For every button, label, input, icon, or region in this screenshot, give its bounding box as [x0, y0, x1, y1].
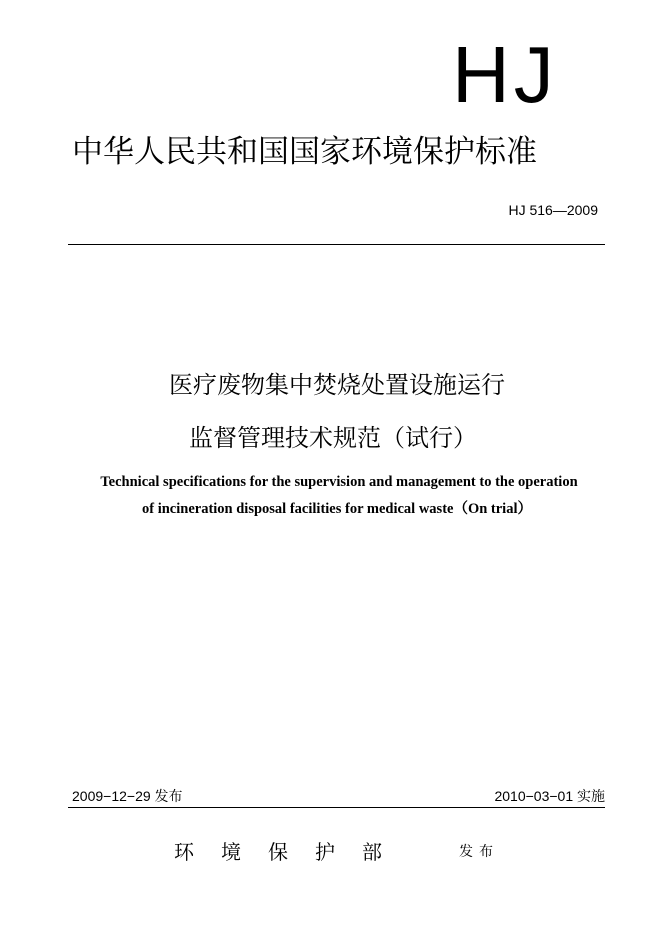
document-title-en-line1: Technical specifications for the supervision and management to the operation [100, 474, 578, 490]
document-title-cn-line2: 监督管理技术规范（试行） [189, 424, 477, 452]
issue-date: 2009−12−29 发布 [72, 788, 183, 804]
hj-logo: HJ [452, 30, 558, 119]
implementation-date: 2010−03−01 实施 [494, 788, 605, 804]
standard-number: HJ 516—2009 [508, 202, 598, 218]
footer-divider [68, 807, 605, 808]
document-title-cn-line1: 医疗废物集中焚烧处置设施运行 [169, 371, 505, 399]
header-divider [68, 244, 605, 245]
issuing-authority: 环境保护部 [174, 840, 409, 864]
issuing-authority-suffix: 发布 [459, 844, 499, 860]
document-title-en-line2: of incineration disposal facilities for medical waste（On trial） [142, 501, 532, 517]
organization-title: 中华人民共和国国家环境保护标准 [72, 134, 537, 170]
